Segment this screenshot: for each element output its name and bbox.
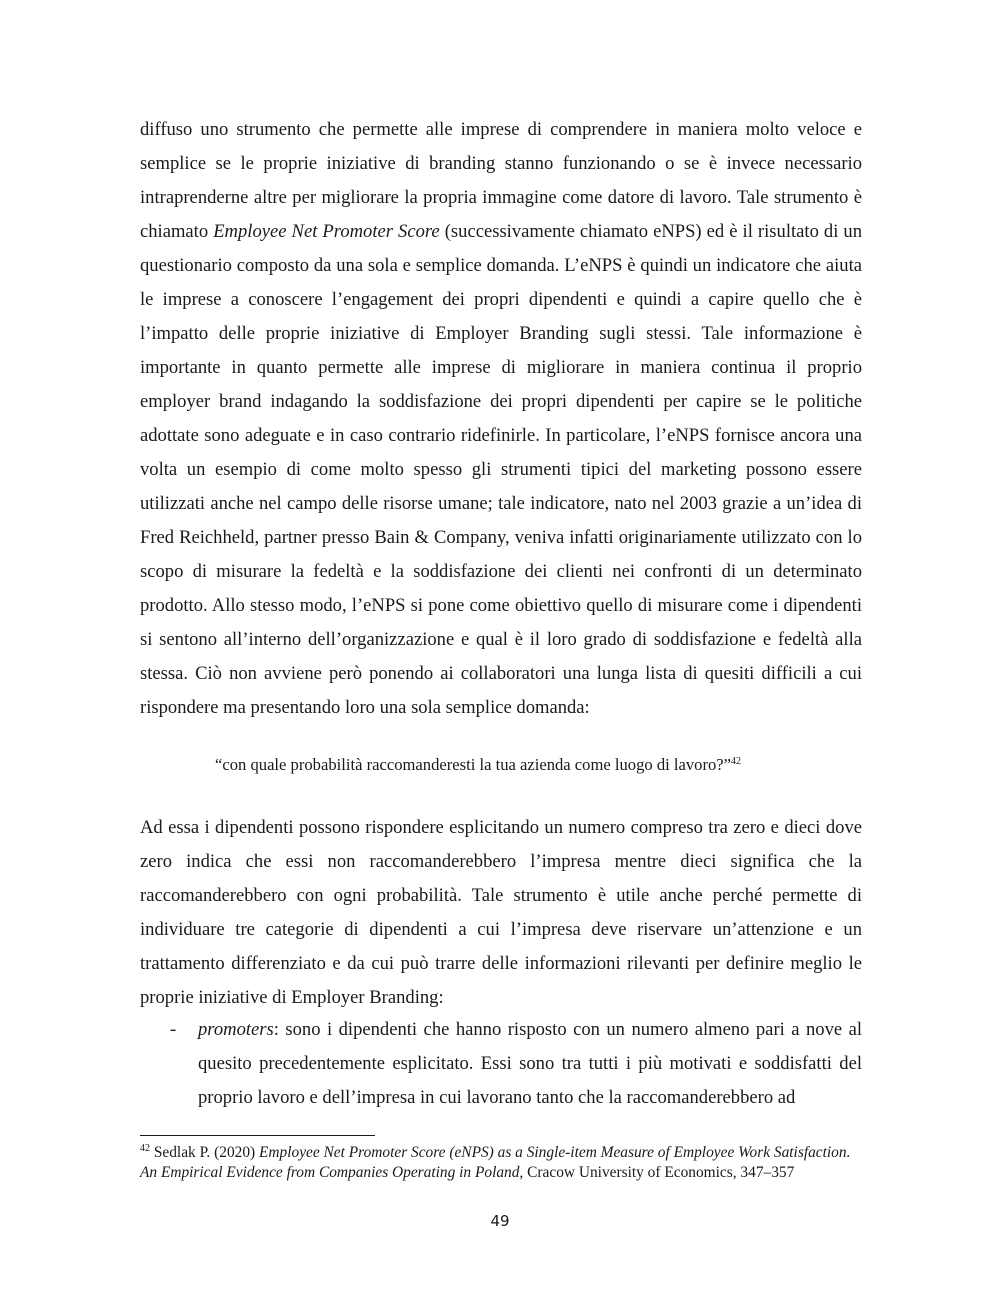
footnote-publisher: Cracow University of Economics, 347–357 — [523, 1164, 795, 1181]
footnote-author: Sedlak P. (2020) — [150, 1144, 260, 1161]
footnote — [140, 1143, 862, 1183]
paragraph-1-italic-term: Employee Net Promoter Score — [213, 221, 440, 242]
quote-text: “con quale probabilità raccomanderesti la tua azienda come luogo di lavoro?” — [215, 755, 732, 774]
footnote-reference[interactable]: 42 — [731, 756, 742, 767]
footnote-separator — [140, 1135, 375, 1136]
category-list — [140, 1013, 862, 1115]
body-paragraph-2: Ad essa i dipendenti possono rispondere esplicitando un numero compreso tra zero e dieci dove zero indica che essi non raccomanderebbero l’impresa mentre dieci significa che la raccomanderebbero con ogni probabilità. Tale strumento è utile anche perché permette di individuare tre categorie di dipendenti a cui l’impresa deve riservare un’attenzione e un trattamento differenziato e da cui può trarre delle informazioni rilevanti per definire meglio le proprie iniziative di Employer Branding: — [140, 817, 862, 1008]
list-item-term: promoters — [198, 1019, 274, 1040]
list-bullet: - — [170, 1019, 177, 1040]
footnote-number: 42 — [140, 1143, 150, 1154]
list-item — [140, 1013, 862, 1115]
paragraph-1-text-a: diffuso uno strumento che permette alle imprese di comprendere in maniera molto veloce e semplice se le proprie iniziative di branding stanno funzionando o se è invece necessario intraprenderne altre per migliorare la propria immagine come datore di lavoro. Tale strumento è chiamato — [140, 119, 862, 242]
footnote-title: Employee Net Promoter Score (eNPS) as a Single-item Measure of Employee Work Satisfaction. An Empirical Evidence from Companies Operating in Poland, — [140, 1144, 851, 1181]
block-quote — [215, 751, 855, 779]
paragraph-1-text-b: (successivamente chiamato eNPS) ed è il risultato di un questionario composto da una sola e semplice domanda. L’eNPS è quindi un indicatore che aiuta le imprese a conoscere l’engagement dei propri dipendenti e quindi a capire quello che è l’impatto delle proprie iniziative di Employer Branding sugli stessi. Tale informazione è importante in quanto permette alle imprese di migliorare in maniera continua il proprio employer brand indagando la soddisfazione dei propri dipendenti per capire se le politiche adottate sono adeguate e in caso contrario ridefinirle. In particolare, l’eNPS fornisce ancora una volta un esempio di come molto spesso gli strumenti tipici del marketing possono essere utilizzati anche nel campo delle risorse umane; tale indicatore, nato nel 2003 grazie a un’idea di Fred Reichheld, partner presso Bain & Company, veniva infatti originariamente utilizzato con lo scopo di misurare la fedeltà e la soddisfazione dei clienti nei confronti di un determinato prodotto. Allo stesso modo, l’eNPS si pone come obiettivo quello di misurare come i dipendenti si sentono all’interno dell’organizzazione e qual è il loro grado di soddisfazione e fedeltà alla stessa. Ciò non avviene però ponendo ai collaboratori una lunga lista di quesiti difficili a cui rispondere ma presentando loro una sola semplice domanda: — [140, 221, 863, 718]
page-number: 49 — [490, 1212, 510, 1230]
list-item-text: : sono i dipendenti che hanno risposto con un numero almeno pari a nove al quesito precedentemente esplicitato. Essi sono tra tutti i più motivati e soddisfatti del proprio lavoro e dell’impresa in cui lavorano tanto che la raccomanderebbero ad — [198, 1019, 862, 1108]
body-paragraph-1 — [140, 113, 862, 725]
